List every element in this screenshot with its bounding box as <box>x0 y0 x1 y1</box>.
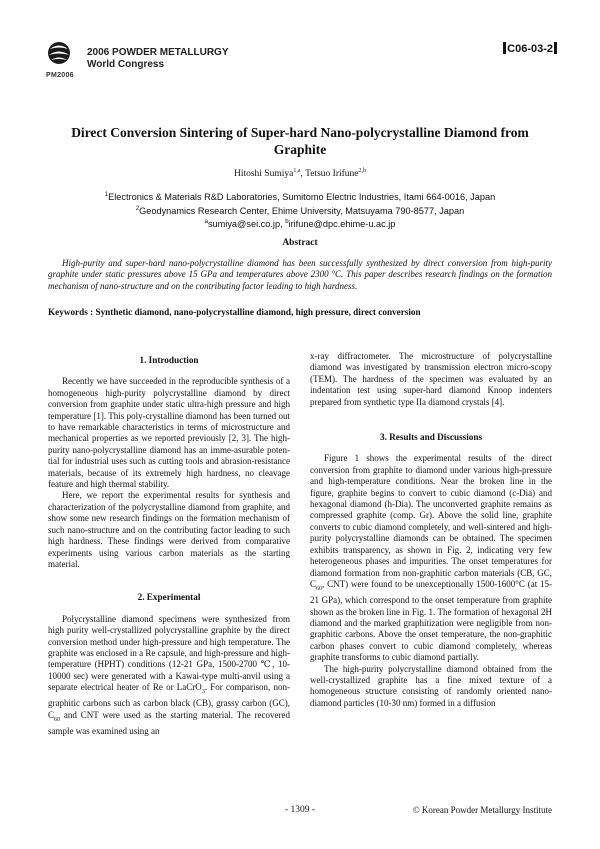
page-number: - 1309 - <box>284 805 316 815</box>
affiliation-1-text: Electronics & Materials R&D Laboratories, Sumitomo Electric Industries, Itami 664-0016, Japan <box>108 192 496 203</box>
code-bar-right <box>554 42 557 54</box>
experimental-continued: x-ray diffractometer. The microstructure of polycrystalline diamond was investigated by transmission electron micro-scopy (TEM). The hardness of the specimen was evaluated by an indentation test using super-hard diamond Knoop indenters prepared from synthetic type IIa diamond crystals [4]. <box>310 351 552 407</box>
abstract-heading: Abstract <box>282 238 318 248</box>
paper-title: Direct Conversion Sintering of Super-hard Nano-polycrystalline Diamond from Graphite <box>71 125 529 157</box>
author-1-sup: 1,a <box>293 168 301 174</box>
affiliation-2-text: Geodynamics Research Center, Ehime University, Matsuyama 790-8577, Japan <box>139 205 465 216</box>
author-2-sup: 2,b <box>358 168 367 174</box>
experimental-paragraph-1 <box>48 614 290 738</box>
copyright: © Korean Powder Metallurgy Institute <box>412 805 552 815</box>
emails <box>50 217 550 231</box>
left-column <box>48 355 290 737</box>
intro-paragraph-2: Here, we report the experimental results for synthesis and characterization of the polycrystalline diamond from graphite, and show some new research findings on the formation mechanism of such nano-structure and on the contributing factor leading to such high hardness. These findings were derived from comparative experiments using various carbon materials as the starting material. <box>48 490 290 569</box>
email-a-sup: a <box>204 219 208 226</box>
keywords: Keywords : Synthetic diamond, nano-polycrystalline diamond, high pressure, direct conversion <box>48 307 421 317</box>
author-1: Hitoshi Sumiya <box>233 169 294 180</box>
code-bar-left <box>503 42 506 54</box>
affiliation-2 <box>50 204 550 218</box>
exp-text-b: . For comparison, non-graphitic carbons such as carbon black (CB), grassy carbon (GC), C <box>48 682 290 720</box>
logo-label: PM2006 <box>46 72 74 79</box>
exp-text-a: Polycrystalline diamond specimens were synthesized from high purity well-crystallized polycrystalline graphite by the direct conversion method under high-pressure and high temperature. The graphite was enclosed in a Re capsule, and high-pressure and high-temperature (HPHT) conditions (12-21 GPa, 1500-2700 ℃, 10-10000 sec) were generated with a Kawai-type multi-anvil using a separate electrical heater of Re or LaCrO <box>48 613 290 693</box>
affiliation-1 <box>50 190 550 204</box>
email-a[interactable]: sumiya@sei.co.jp, <box>207 219 286 230</box>
results-paragraph-1 <box>310 453 552 663</box>
section-gap-right <box>310 408 552 432</box>
results-paragraph-2: The high-purity polycrystalline diamond obtained from the well-crystallized graphite has a fine mixed texture of a homogeneous structure consisting of randomly oriented nano-diamond particles (10-30 nm) formed in a diffusion <box>310 663 552 708</box>
conference-line2: World Congress <box>87 59 165 70</box>
email-b-sup: b <box>285 219 289 226</box>
paper-code <box>502 42 558 55</box>
abstract-text: High-purity and super-hard nano-polycrystalline diamond has been successfully synthesized by direct conversion from high-purity graphite under static pressures above 15 GPa and temperatures above 2300 °C. This paper describes research findings on the formation mechanism of nano-structure and on the contributing factor leading to high hardness. <box>48 258 552 291</box>
authors <box>50 168 550 179</box>
exp-text-c: and CNT were used as the starting material. The recovered sample was examined using an <box>48 709 290 736</box>
results-text-b: , CNT) were found to be unexceptionally 1500-1600°C (at 15-21 GPa), which correspond to the onset temperature from graphite shown as the broken line in Fig. 1. The formation of hexagonal 2H diamond and the marked graphitization were negligible from non-graphitic carbons. Above the onset temperature, the non-graphitic carbon phases convert to cubic diamond completely, whereas graphite transforms to cubic diamond partially. <box>310 578 552 663</box>
affiliation-1-sup: 1 <box>104 192 109 198</box>
author-2: Tetsuo Irifune <box>305 169 359 180</box>
intro-heading: 1. Introduction <box>139 355 199 365</box>
results-heading: 3. Results and Discussions <box>379 432 483 443</box>
paper-code-text: C06-03-2 <box>507 43 553 55</box>
author-separator: , <box>300 169 306 180</box>
conference-name <box>87 47 229 71</box>
section-gap <box>48 570 290 592</box>
experimental-heading: 2. Experimental <box>137 592 201 603</box>
exp-sub-1: 3 <box>201 688 205 695</box>
exp-sub-2: 60 <box>54 716 61 723</box>
affiliations <box>50 190 550 231</box>
affiliation-2-sup: 2 <box>135 205 140 212</box>
conference-line1: 2006 POWDER METALLURGY <box>87 47 229 58</box>
right-column <box>310 351 552 709</box>
intro-paragraph-1: Recently we have succeeded in the reproducible synthesis of a homogeneous high-purity polycrystalline diamond by direct conversion from graphite under static ultra-high pressure and high temperature [1]. This poly-crystalline diamond has been turned out to have remarkable characteristics in terms of microstructure and mechanical properties as we reported previously [2, 3]. The high-purity nano-polycrystalline diamond has an imme-asurable poten-tial for industrial uses such as cutting tools and abrasion-resistance materials, because of its extremely high hardness, no cleavage feature and high thermal stability. <box>48 376 290 490</box>
email-b[interactable]: irifune@dpc.ehime-u.ac.jp <box>288 219 396 230</box>
results-sub: 60 <box>316 585 323 592</box>
results-text-a: Figure 1 shows the experimental results of the direct conversion from graphite to diamond under various high-pressure and high-temperature conditions. Near the broken line in the figure, graphite begins to convert to cubic diamond (c-Dia) and hexagonal diamond (h-Dia). The unconverted graphite remains as compressed graphite (comp. Gr). Above the solid line, graphite converts to cubic diamond completely, and well-sintered and high-purity polycrystalline diamonds can be obtained. The specimen exhibits transparency, as shown in Fig. 2, indicating very few heterogeneous phases and impurities. The onset temperatures for diamond formation from non-graphitic carbon materials (CB, GC, C <box>310 453 552 589</box>
